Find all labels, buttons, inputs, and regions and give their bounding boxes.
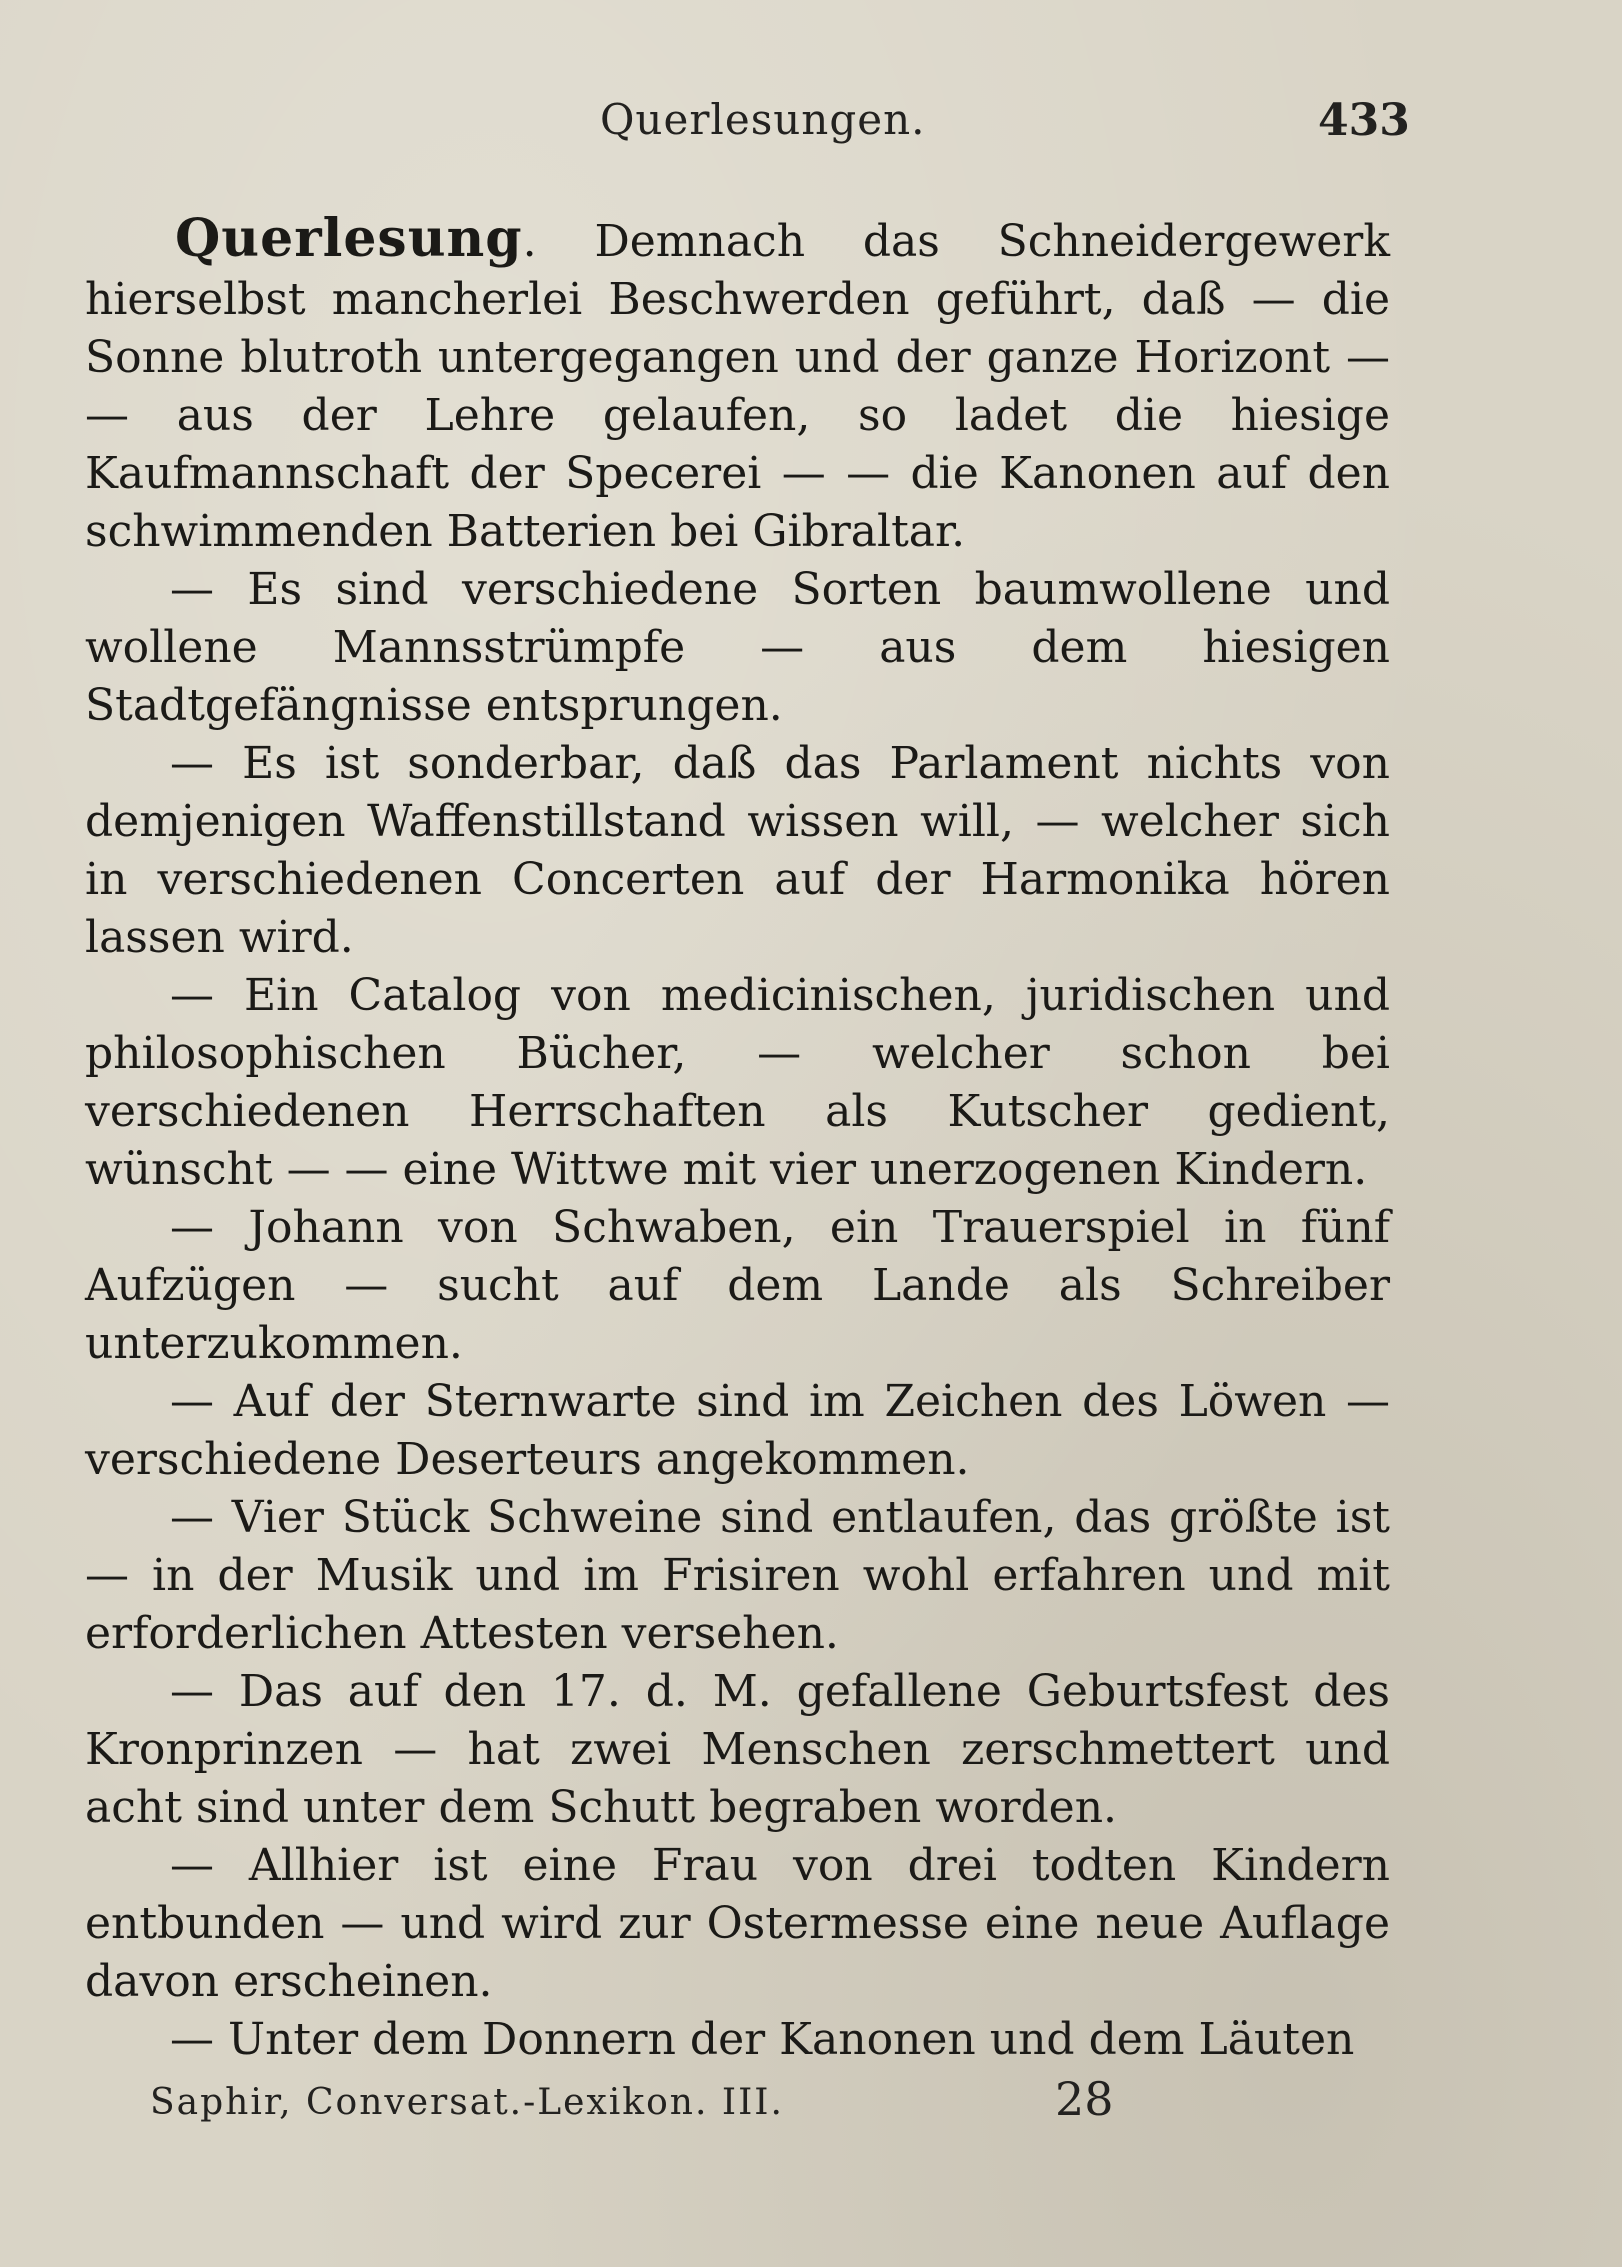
paragraph-9: — Allhier ist eine Frau von drei todten Kindern entbunden — und wird zur Ostermesse eine neue Auflage davon erscheinen. [85,1840,1390,2007]
body-text [85,210,1390,2069]
paragraph-1 [85,210,1390,561]
paragraph-10: — Unter dem Donnern der Kanonen und dem Läuten [170,2014,1355,2065]
headword: Querlesung [175,208,523,269]
printer-signature: Saphir, Conversat.-Lexikon. III. [150,2082,784,2123]
paragraph-5: — Johann von Schwaben, ein Trauerspiel in fünf Aufzügen — sucht auf dem Lande als Schreiber unterzukommen. [85,1202,1390,1369]
paragraph-1-text: . Demnach das Schneidergewerk hierselbst mancherlei Beschwerden geführt, daß — die Sonne blutroth untergegangen und der ganze Horizont — — aus der Lehre gelaufen, so ladet die hiesige Kaufmannschaft der Specerei — — die Kanonen auf den schwimmenden Batterien bei Gibraltar. [85,216,1390,557]
paragraph-4: — Ein Catalog von medicinischen, juridischen und philosophischen Bücher, — welcher schon bei verschiedenen Herrschaften als Kutscher gedient, wünscht — — eine Wittwe mit vier unerzogenen Kindern. [85,970,1390,1195]
paragraph-3: — Es ist sonderbar, daß das Parlament nichts von demjenigen Waffenstillstand wissen will, — welcher sich in verschiedenen Concerten auf der Harmonika hören lassen wird. [85,738,1390,963]
paragraph-2: — Es sind verschiedene Sorten baumwollene und wollene Mannsstrümpfe — aus dem hiesigen Stadtgefängnisse entsprungen. [85,564,1390,731]
paragraph-6: — Auf der Sternwarte sind im Zeichen des Löwen — verschiedene Deserteurs angekommen. [85,1376,1390,1485]
signature-number: 28 [1055,2072,1114,2126]
page-number: 433 [1318,95,1410,146]
paragraph-8: — Das auf den 17. d. M. gefallene Geburtsfest des Kronprinzen — hat zwei Menschen zerschmettert und acht sind unter dem Schutt begraben worden. [85,1666,1390,1833]
paragraph-7: — Vier Stück Schweine sind entlaufen, das größte ist — in der Musik und im Frisiren wohl erfahren und mit erforderlichen Attesten versehen. [85,1492,1390,1659]
running-head: Querlesungen. [600,95,926,144]
